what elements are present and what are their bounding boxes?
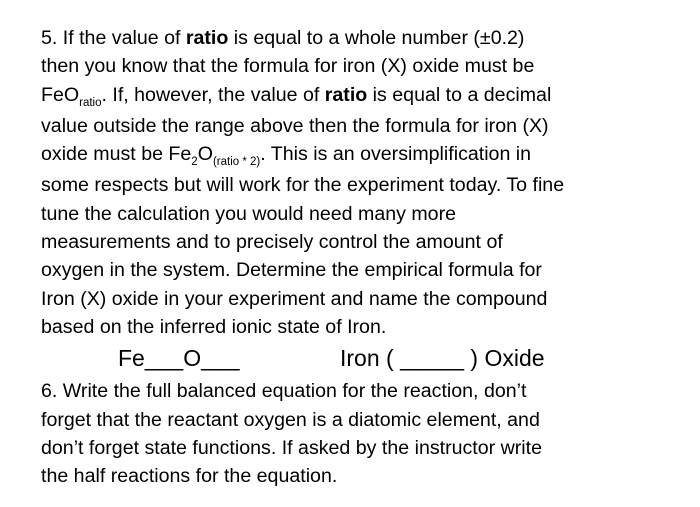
subscript-ratio-times-2: (ratio * 2) [212,156,261,169]
q6-line-4: the half reactions for the equation. [41,465,338,488]
subscript-ratio: ratio [79,96,102,109]
compound-name-blank: Iron ( _____ ) Oxide [340,345,545,372]
q5-text: . This is an oversimplification in [260,143,532,166]
q5-line-11: based on the inferred ionic state of Iron. [41,315,387,338]
ratio-term: ratio [185,27,229,49]
ratio-term: ratio [324,83,368,106]
q5-line-3 [41,81,681,112]
q6-line-2: forget that the reactant oxygen is a diatomic element, and [41,408,540,431]
subscript-2: 2 [191,156,198,169]
q6-line-3: don’t forget state functions. If asked by the instructor write [41,436,542,459]
q5-line-6: some respects but will work for the experiment today. To fine [41,174,565,197]
q5-text: . If, however, the value of [101,83,325,106]
q5-text: is equal to a decimal [367,83,552,106]
q5-line-10: Iron (X) oxide in your experiment and name the compound [41,287,548,310]
formula-o: O [197,143,213,166]
formula-feo: FeO [41,83,80,106]
q5-text: 5. If the value of [41,27,186,49]
q5-text: oxide must be Fe [41,143,192,166]
q6-line-1: 6. Write the full balanced equation for the reaction, don’t [41,380,527,403]
question-5 [41,24,681,341]
empirical-formula-blank: Fe___O___ [118,345,240,372]
q5-line-8: measurements and to precisely control the amount of [41,231,503,254]
q5-line-9: oxygen in the system. Determine the empirical formula for [41,259,542,282]
worksheet [41,24,681,490]
q5-line-1 [41,24,681,52]
q5-text: is equal to a whole number (±0.2) [228,27,525,49]
q5-line-7: tune the calculation you would need many more [41,202,456,225]
q5-line-4: value outside the range above then the formula for iron (X) [41,114,549,137]
q5-line-5 [41,140,681,171]
question-6 [41,377,681,490]
answer-row [41,343,681,377]
q5-line-2: then you know that the formula for iron (X) oxide must be [41,55,535,78]
